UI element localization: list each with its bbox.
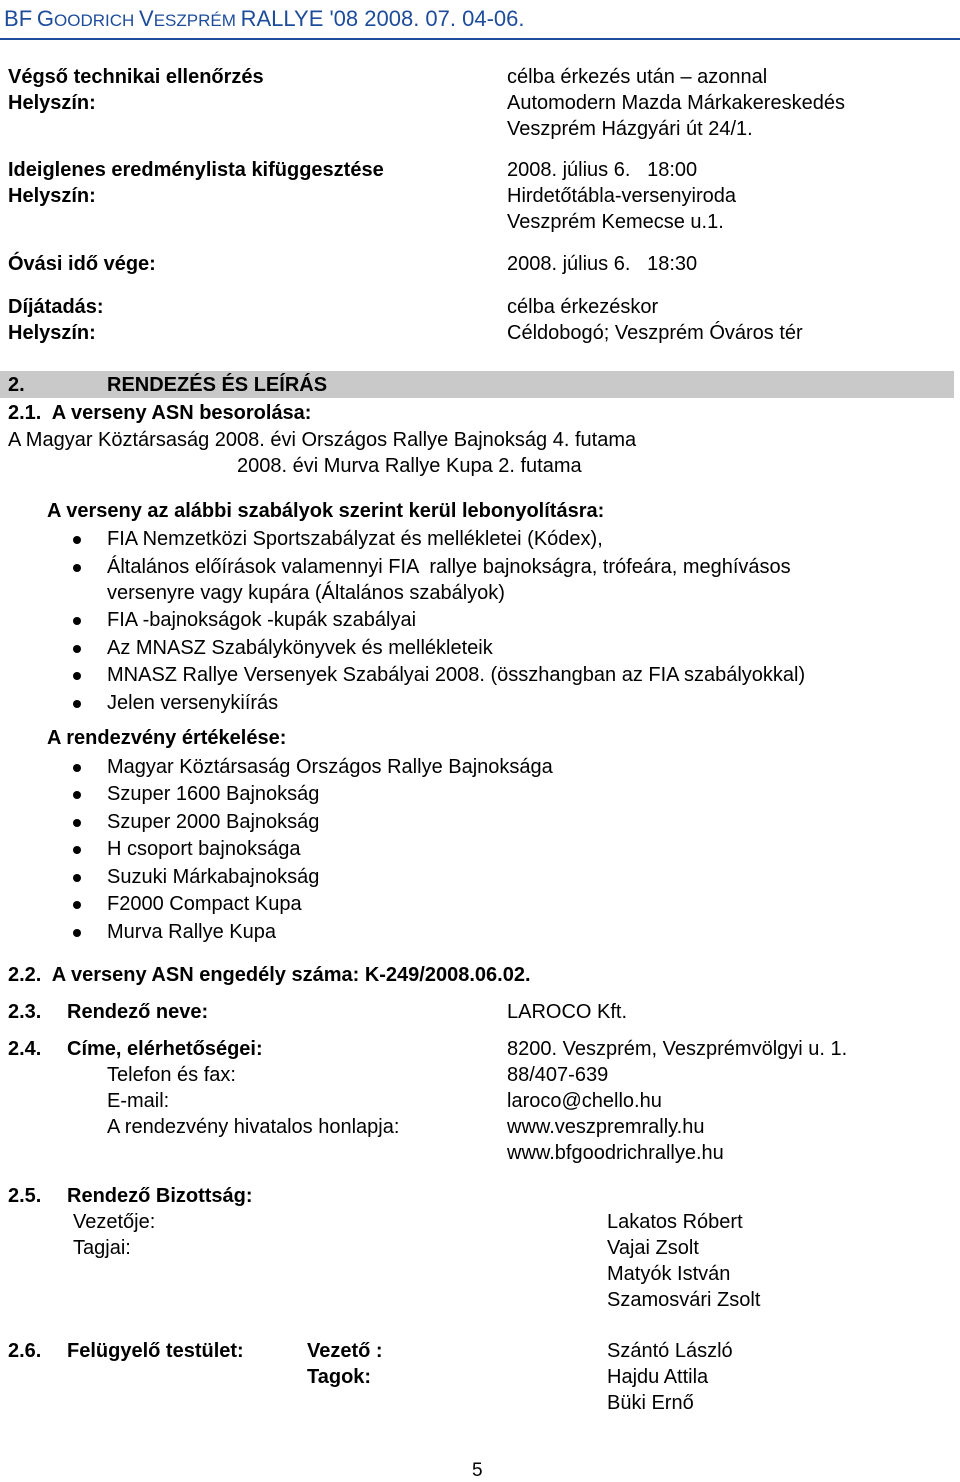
evaluation-item: Szuper 1600 Bajnokság <box>107 783 320 805</box>
final-check-label: Végső technikai ellenőrzés <box>8 66 264 88</box>
committee-leader-label: Vezetője: <box>73 1211 156 1233</box>
bullet-icon <box>73 764 81 772</box>
page-number: 5 <box>472 1460 483 1481</box>
provisional-place-2: Veszprém Kemecse u.1. <box>507 211 724 233</box>
bullet-icon <box>73 929 81 937</box>
s21-heading: 2.1. A verseny ASN besorolása: <box>8 402 312 424</box>
prize-value: célba érkezéskor <box>507 296 659 318</box>
committee-members-label: Tagjai: <box>73 1237 131 1259</box>
steward-member: Hajdu Attila <box>607 1366 709 1388</box>
header-veszprem: ESZPRÉM <box>153 11 236 30</box>
provisional-label: Ideiglenes eredménylista kifüggesztése <box>8 159 384 181</box>
rule-item: Az MNASZ Szabálykönyvek és mellékleteik <box>107 637 493 659</box>
email-label: E-mail: <box>107 1090 170 1112</box>
committee-leader-value: Lakatos Róbert <box>607 1211 743 1233</box>
stewards-members-label: Tagok: <box>307 1366 372 1388</box>
bullet-icon <box>73 846 81 854</box>
committee-member: Szamosvári Zsolt <box>607 1289 761 1311</box>
evaluation-item: H csoport bajnoksága <box>107 838 301 860</box>
bullet-icon <box>73 564 81 572</box>
bullet-icon <box>73 791 81 799</box>
s21-line-2: 2008. évi Murva Rallye Kupa 2. futama <box>237 455 582 477</box>
committee-member: Matyók István <box>607 1263 731 1285</box>
bullet-icon <box>73 700 81 708</box>
bullet-icon <box>73 536 81 544</box>
evaluation-item: Magyar Köztársaság Országos Rallye Bajnoksága <box>107 756 553 778</box>
s26-number: 2.6. <box>8 1340 42 1362</box>
protest-value: 2008. július 6. 18:30 <box>507 253 698 275</box>
header-rule <box>0 38 960 40</box>
bullet-icon <box>73 901 81 909</box>
s23-value: LAROCO Kft. <box>507 1001 628 1023</box>
evaluation-heading: A rendezvény értékelése: <box>47 727 287 749</box>
prize-label: Díjátadás: <box>8 296 104 318</box>
provisional-place-1: Hirdetőtábla-versenyiroda <box>507 185 737 207</box>
rule-item: MNASZ Rallye Versenyek Szabályai 2008. (összhangban az FIA szabályokkal) <box>107 664 806 686</box>
final-check-place-1: Automodern Mazda Márkakereskedés <box>507 92 845 114</box>
rule-item: Jelen versenykiírás <box>107 692 279 714</box>
s24-number: 2.4. <box>8 1038 42 1060</box>
bullet-icon <box>73 617 81 625</box>
final-check-place-label: Helyszín: <box>8 92 96 114</box>
protest-label: Óvási idő vége: <box>8 253 156 275</box>
committee-member: Vajai Zsolt <box>607 1237 699 1259</box>
stewards-leader-label: Vezető : <box>307 1340 383 1362</box>
website-link-2[interactable]: www.bfgoodrichrallye.hu <box>507 1142 724 1164</box>
section-title: RENDEZÉS ÉS LEÍRÁS <box>107 374 328 396</box>
prize-place: Céldobogó; Veszprém Óváros tér <box>507 322 803 344</box>
header-letter-b: B <box>4 6 19 31</box>
header-letter-f: F <box>18 6 33 31</box>
s23-number: 2.3. <box>8 1001 42 1023</box>
website-link-1[interactable]: www.veszpremrally.hu <box>507 1116 705 1138</box>
section-number: 2. <box>8 374 25 396</box>
s21-line-1: A Magyar Köztársaság 2008. évi Országos Rallye Bajnokság 4. futama <box>8 429 637 451</box>
rule-item: FIA Nemzetközi Sportszabályzat és mellékletei (Kódex), <box>107 528 603 550</box>
header-goodrich: OODRICH <box>54 11 135 30</box>
prize-place-label: Helyszín: <box>8 322 96 344</box>
phone-label: Telefon és fax: <box>107 1064 236 1086</box>
s24-label: Címe, elérhetőségei: <box>67 1038 263 1060</box>
bullet-icon <box>73 672 81 680</box>
final-check-place-2: Veszprém Házgyári út 24/1. <box>507 118 753 140</box>
email-link[interactable]: laroco@chello.hu <box>507 1090 662 1112</box>
rule-item: FIA -bajnokságok -kupák szabályai <box>107 609 417 631</box>
s26-label: Felügyelő testület: <box>67 1340 244 1362</box>
s22-asn-permit: 2.2. A verseny ASN engedély száma: K-249/2008.06.02. <box>8 964 531 986</box>
rule-item: Általános előírások valamennyi FIA rallye bajnokságra, trófeára, meghívásos <box>107 556 791 578</box>
s24-value: 8200. Veszprém, Veszprémvölgyi u. 1. <box>507 1038 848 1060</box>
phone-value: 88/407-639 <box>507 1064 609 1086</box>
rule-item-continued: versenyre vagy kupára (Általános szabályok) <box>107 582 505 604</box>
bullet-icon <box>73 819 81 827</box>
rules-heading: A verseny az alábbi szabályok szerint kerül lebonyolításra: <box>47 500 605 522</box>
final-check-value: célba érkezés után – azonnal <box>507 66 768 88</box>
bullet-icon <box>73 874 81 882</box>
header-letter-v: V <box>139 6 154 31</box>
evaluation-item: F2000 Compact Kupa <box>107 893 302 915</box>
steward-member: Büki Ernő <box>607 1392 694 1414</box>
s23-label: Rendező neve: <box>67 1001 209 1023</box>
evaluation-item: Szuper 2000 Bajnokság <box>107 811 320 833</box>
evaluation-item: Suzuki Márkabajnokság <box>107 866 320 888</box>
bullet-icon <box>73 645 81 653</box>
website-label: A rendezvény hivatalos honlapja: <box>107 1116 400 1138</box>
header-rest: RALLYE '08 2008. 07. 04-06. <box>240 6 525 31</box>
s25-number: 2.5. <box>8 1185 42 1207</box>
s25-label: Rendező Bizottság: <box>67 1185 253 1207</box>
document-header <box>4 6 525 31</box>
provisional-place-label: Helyszín: <box>8 185 96 207</box>
stewards-leader-value: Szántó László <box>607 1340 733 1362</box>
provisional-value: 2008. július 6. 18:00 <box>507 159 698 181</box>
header-letter-g: G <box>36 6 54 31</box>
evaluation-item: Murva Rallye Kupa <box>107 921 276 943</box>
